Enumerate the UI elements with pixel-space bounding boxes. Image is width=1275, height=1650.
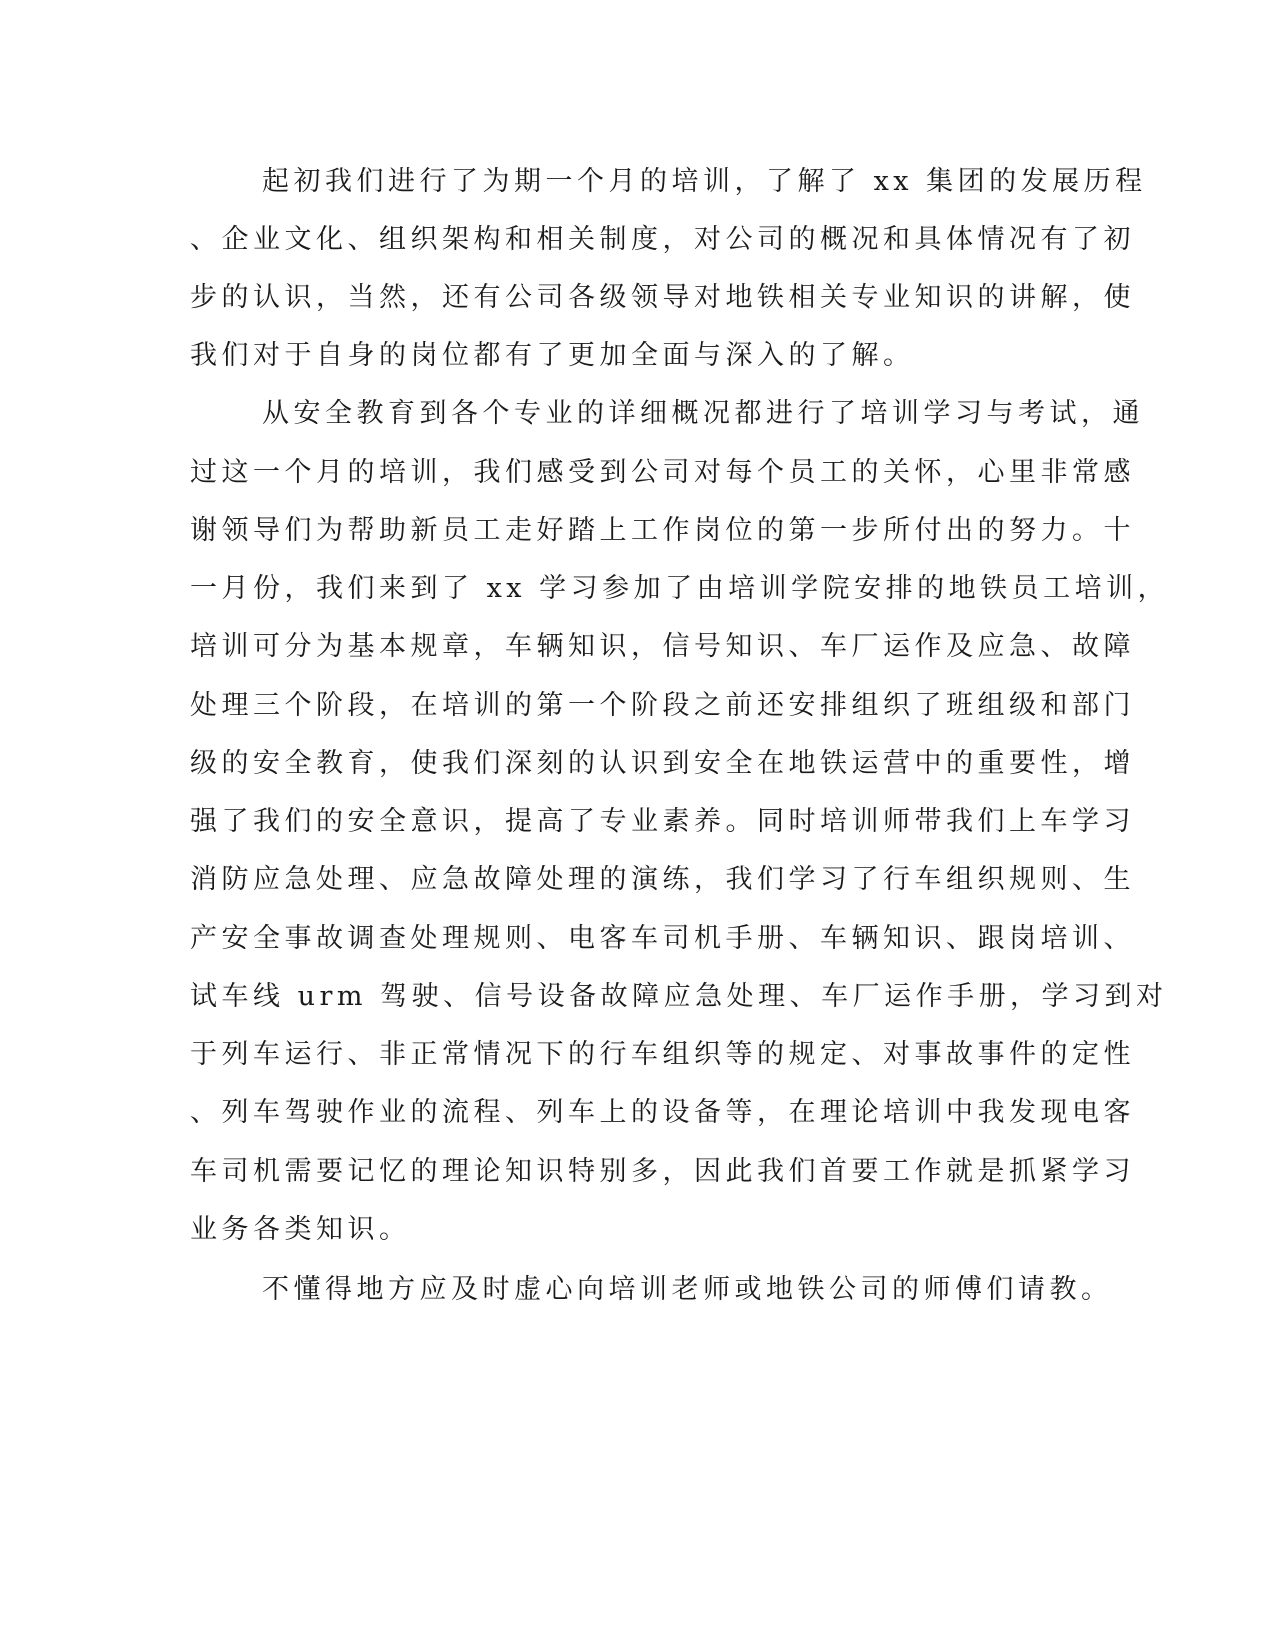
text-line: 从安全教育到各个专业的详细概况都进行了培训学习与考试，通 [262,398,1144,429]
text-line: 、企业文化、组织架构和相关制度，对公司的概况和具体情况有了初 [190,224,1135,255]
text-line: 车司机需要记忆的理论知识特别多，因此我们首要工作就是抓紧学习 [190,1156,1135,1187]
text-line: 级的安全教育，使我们深刻的认识到安全在地铁运营中的重要性，增 [190,748,1135,779]
text-line: 处理三个阶段，在培训的第一个阶段之前还安排组织了班组级和部门 [190,690,1135,721]
text-line: 培训可分为基本规章，车辆知识，信号知识、车厂运作及应急、故障 [190,631,1135,662]
text-line: 试车线 urm 驾驶、信号设备故障应急处理、车厂运作手册，学习到对 [190,981,1168,1012]
text-line: 、列车驾驶作业的流程、列车上的设备等，在理论培训中我发现电客 [190,1097,1135,1128]
text-line: 步的认识，当然，还有公司各级领导对地铁相关专业知识的讲解，使 [190,282,1135,313]
text-line: 我们对于自身的岗位都有了更加全面与深入的了解。 [190,340,915,371]
text-line: 产安全事故调查处理规则、电客车司机手册、车辆知识、跟岗培训、 [190,923,1135,954]
text-line: 于列车运行、非正常情况下的行车组织等的规定、对事故事件的定性 [190,1039,1135,1070]
text-line: 不懂得地方应及时虚心向培训老师或地铁公司的师傅们请教。 [262,1274,1113,1305]
text-line: 消防应急处理、应急故障处理的演练，我们学习了行车组织规则、生 [190,864,1135,895]
text-line: 谢领导们为帮助新员工走好踏上工作岗位的第一步所付出的努力。十 [190,515,1135,546]
text-line: 强了我们的安全意识，提高了专业素养。同时培训师带我们上车学习 [190,806,1135,837]
text-line: 过这一个月的培训，我们感受到公司对每个员工的关怀，心里非常感 [190,457,1135,488]
text-line: 业务各类知识。 [190,1214,411,1245]
text-line: 一月份，我们来到了 xx 学习参加了由培训学院安排的地铁员工培训， [190,573,1170,604]
text-line: 起初我们进行了为期一个月的培训，了解了 xx 集团的发展历程 [262,166,1147,197]
